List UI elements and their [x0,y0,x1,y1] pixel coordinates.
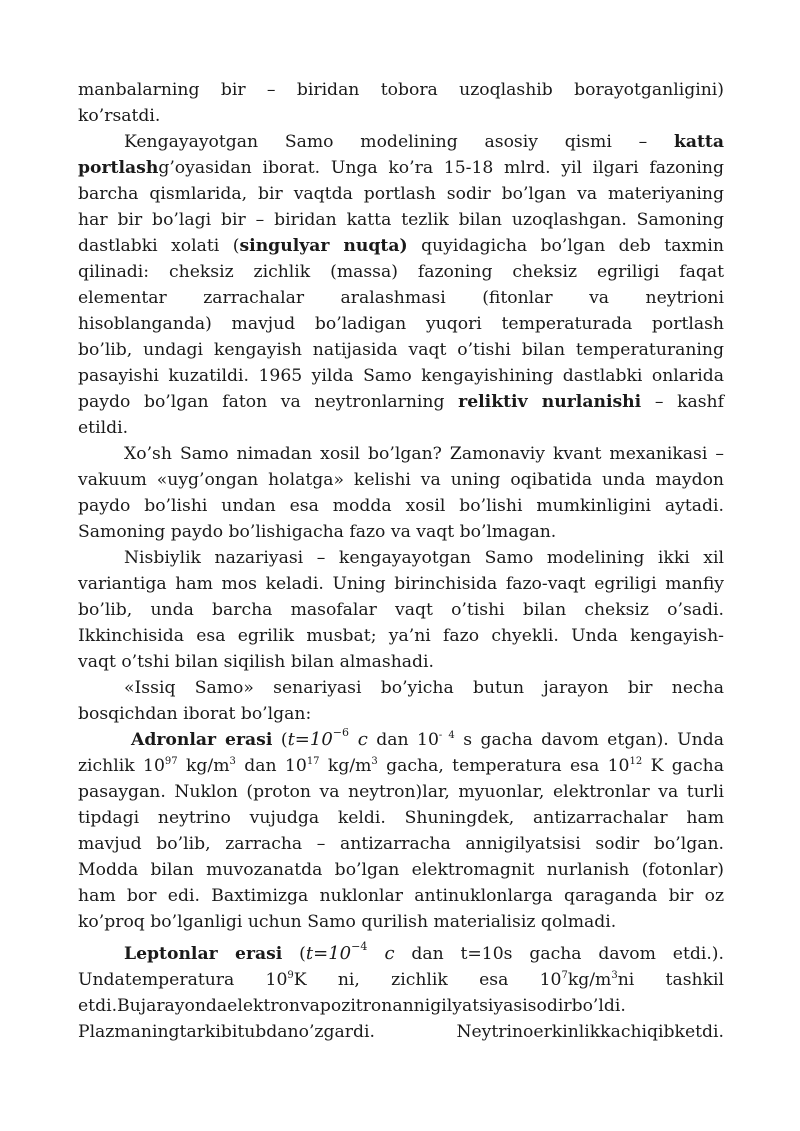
text-line: barcha qismlarida, bir vaqtda portlash sodir bo’lgan va materiyaning [78,184,724,204]
text-line: Samoning paydo bo’lishigacha fazo va vaqt bo’lmagan. [78,522,557,542]
text-line: «Issiq Samo» senariyasi bo’yicha butun jarayon bir necha [124,678,724,698]
text-line: Xo’sh Samo nimadan xosil bo’lgan? Zamonaviy kvant mexanikasi – [124,444,724,464]
text-line: Ikkinchisida esa egrilik musbat; ya’ni fazo chyekli. Unda kengayish- [78,626,724,646]
text-line: ko’proq bo’lganligi uchun Samo qurilish materialisiz qolmadi. [78,912,617,932]
text-line: portlashg’oyasidan iborat. Unga ko’ra 15-18 mlrd. yil ilgari fazoning [78,158,724,178]
bold-term: singulyar nuqta) [239,236,408,256]
text-line: Leptonlar erasi ($t=10^{-4}$ c dan t=10s gacha davom etdi.). [124,940,724,964]
text-line: mavjud bo’lib, zarracha – antizarracha annigilyatsisi sodir bo’lgan. [78,834,724,854]
bold-term: reliktiv nurlanishi [458,392,642,412]
era-title: Leptonlar erasi [124,944,283,964]
bold-term: katta [673,132,724,152]
text-line: pasaygan. Nuklon (proton va neytron)lar, myuonlar, elektronlar va turli [78,782,724,802]
text-line: bo’lib, undagi kengayish natijasida vaqt o’tishi bilan temperaturaning [78,340,724,360]
text-line: Undatemperatura $10^9K$ ni, zichlik esa $10^7kg/m^3ni$ tashkil [78,970,724,990]
text-line: Adronlar erasi ($t=10^{-6}$ c dan $10^{- 4}$ s gacha davom etgan). Unda [131,726,724,750]
text-line: ham bor edi. Baxtimizga nuklonlar antinuklonlarga qaraganda bir oz [78,886,724,906]
text-line: ko’rsatdi. [78,106,161,126]
text-line: Modda bilan muvozanatda bo’lgan elektromagnit nurlanish (fotonlar) [78,860,724,880]
text-line: manbalarning bir – biridan tobora uzoqlashib borayotganligini) [78,80,724,100]
text-line: Kengayayotgan Samo modelining asosiy qismi – katta [124,132,724,152]
text-line: hisoblanganda) mavjud bo’ladigan yuqori temperaturada portlash [78,314,724,334]
text-line: dastlabki xolati (singulyar nuqta) quyidagicha bo’lgan deb taxmin [78,236,724,256]
text-line: Plazmaningtarkibitubdano’zgardi. Neytrinoerkinlikkachiqibketdi. [78,1022,724,1042]
text-line: paydo bo’lishi undan esa modda xosil bo’lishi mumkinligini aytadi. [78,496,724,516]
text-line: qilinadi: cheksiz zichlik (massa) fazoning cheksiz egriligi faqat [78,262,724,282]
text-line: pasayishi kuzatildi. 1965 yilda Samo kengayishining dastlabki onlarida [78,366,724,386]
text-line: etdi.Bujarayondaelektronvapozitronannigilyatsiyasisodirbo’ldi. [78,996,626,1016]
bold-term: portlash [78,158,159,178]
text-line: variantiga ham mos keladi. Uning birinchisida fazo-vaqt egriligi manfiy [78,574,724,594]
text-line: vaqt o’tshi bilan siqilish bilan almashadi. [78,652,435,672]
text-line: elementar zarrachalar aralashmasi (fitonlar va neytrioni [78,288,724,308]
text-line: bo’lib, unda barcha masofalar vaqt o’tishi bilan cheksiz o’sadi. [78,600,724,620]
text-line: paydo bo’lgan faton va neytronlarning reliktiv nurlanishi – kashf [78,392,724,412]
text-line: tipdagi neytrino vujudga keldi. Shuningdek, antizarrachalar ham [78,808,724,828]
text-line: vakuum «uyg’ongan holatga» kelishi va uning oqibatida unda maydon [78,470,724,490]
text-line: etildi. [78,418,129,438]
text-line: har bir bo’lagi bir – biridan katta tezlik bilan uzoqlashgan. Samoning [78,210,724,230]
era-title: Adronlar erasi [131,730,273,750]
text-line: Nisbiylik nazariyasi – kengayayotgan Samo modelining ikki xil [124,548,724,568]
time-formula: $t=10^{-4}$ c [305,940,395,964]
text-line: zichlik $10^{97}$ $kg/m^3$ dan $10^{17}$ $kg/m^3$ gacha, temperatura esa $10^{12}$ K gacha [78,756,724,776]
time-formula: $t=10^{-6}$ c [287,726,368,750]
text-line: bosqichdan iborat bo’lgan: [78,704,312,724]
